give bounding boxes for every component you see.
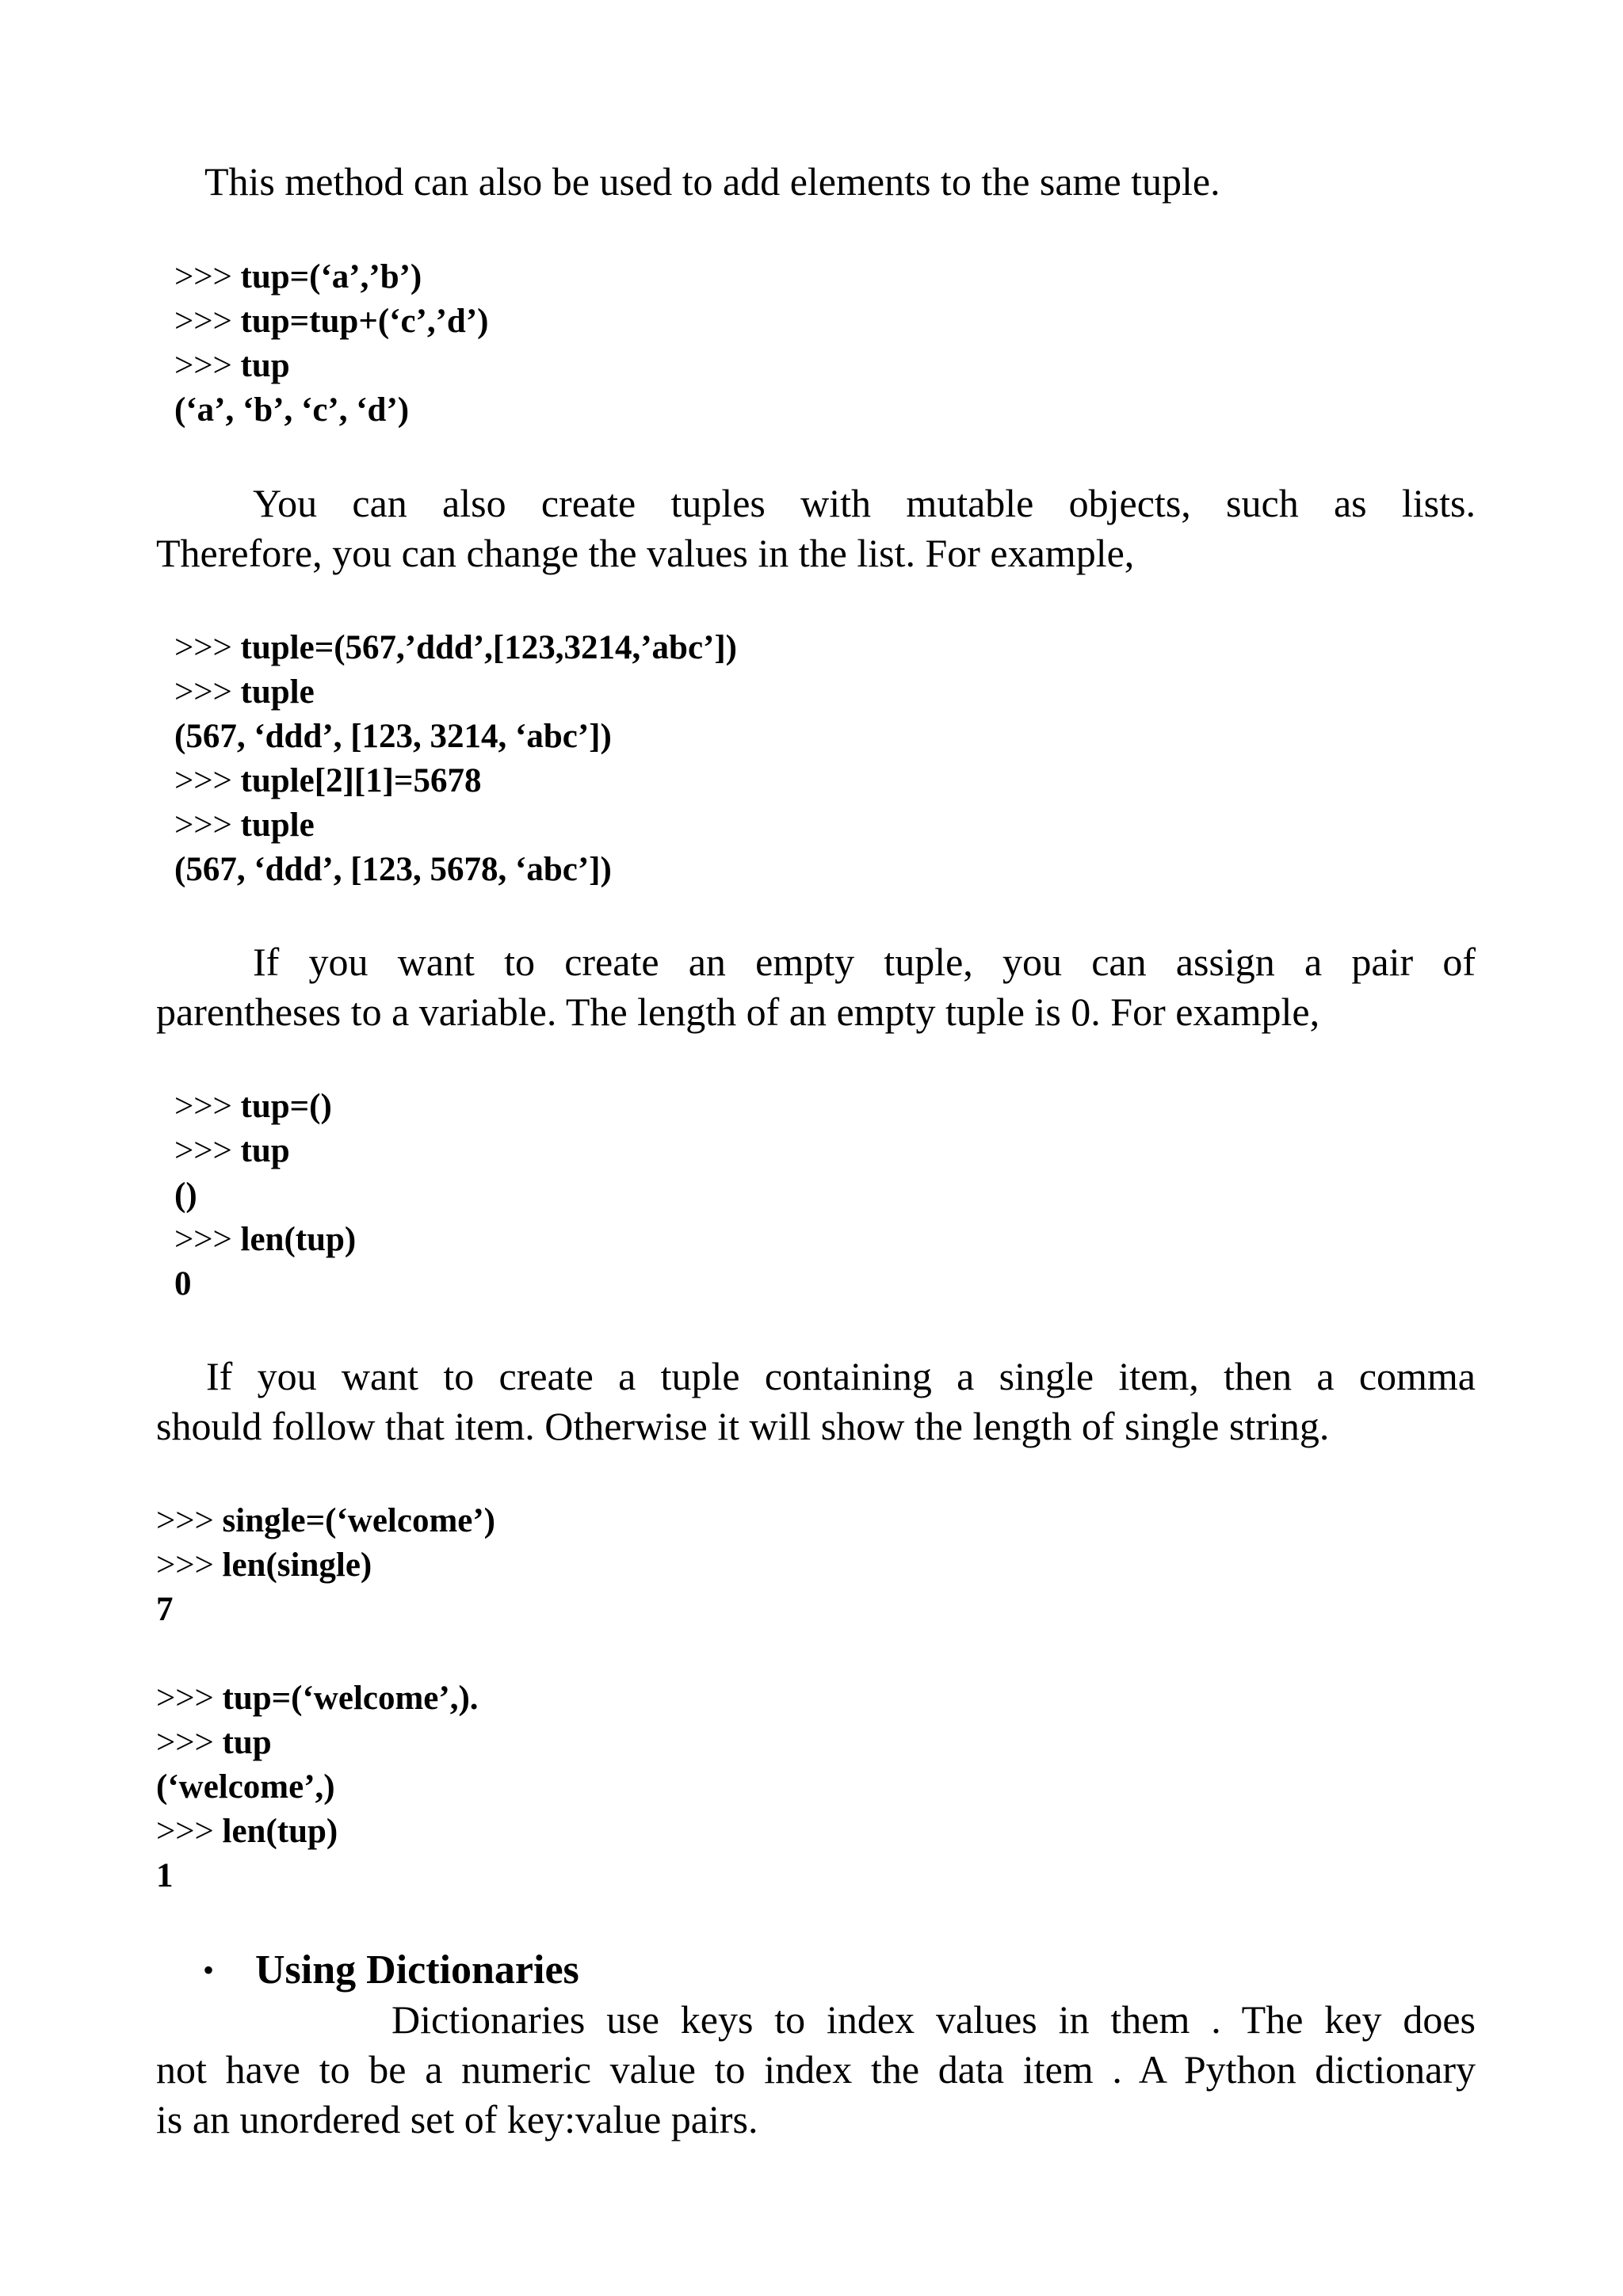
- code-command: tuple: [240, 807, 315, 844]
- paragraph-line: should follow that item. Otherwise it will show the length of single string.: [156, 1404, 1330, 1448]
- code-output: 1: [156, 1857, 174, 1894]
- code-prompt: >>>: [156, 1724, 223, 1761]
- paragraph-line-text: Dictionaries use keys to index values in them . The key does: [391, 1997, 1476, 2042]
- code-line: [174, 1085, 356, 1129]
- paragraph-line-text: If you want to create a tuple containing a single item, then a comma: [206, 1354, 1476, 1398]
- code-output: (567, ‘ddd’, [123, 5678, ‘abc’]): [174, 851, 612, 888]
- code-line: [174, 299, 488, 344]
- paragraph-line: [156, 937, 1476, 987]
- code-command: single=(‘welcome’): [222, 1502, 495, 1539]
- paragraph-tuple-add: [204, 157, 1472, 207]
- bullet-heading: [203, 1945, 579, 1995]
- code-line: [174, 388, 488, 433]
- paragraph-line: Therefore, you can change the values in the list. For example,: [156, 531, 1135, 575]
- code-prompt: >>>: [174, 762, 241, 799]
- code-line: [174, 626, 737, 670]
- paragraph-dictionaries: [156, 1995, 1476, 2145]
- code-command: tup=(‘welcome’,).: [222, 1680, 479, 1717]
- code-command: tup=tup+(‘c’,’d’): [240, 303, 489, 340]
- paragraph-line: [156, 1352, 1476, 1402]
- paragraph-line: [156, 1995, 1476, 2045]
- paragraph-single-item: [156, 1352, 1476, 1451]
- code-command: tup: [222, 1724, 272, 1761]
- code-prompt: >>>: [174, 303, 241, 340]
- code-line: [174, 1262, 356, 1306]
- code-prompt: >>>: [156, 1680, 223, 1717]
- code-line: [174, 848, 737, 892]
- code-prompt: >>>: [174, 807, 241, 844]
- code-prompt: >>>: [156, 1502, 223, 1539]
- paragraph-mutable-objects: [156, 479, 1476, 578]
- code-command: tup: [240, 1132, 290, 1169]
- code-line: [156, 1765, 479, 1810]
- code-output: 0: [174, 1265, 192, 1302]
- code-prompt: >>>: [156, 1813, 223, 1850]
- code-prompt: >>>: [174, 673, 241, 711]
- code-command: tuple=(567,’ddd’,[123,3214,’abc’]): [240, 629, 737, 666]
- code-prompt: >>>: [174, 347, 241, 384]
- code-block-empty-tuple: [174, 1085, 356, 1306]
- code-block-tuple-concat: [174, 255, 488, 433]
- code-line: [174, 803, 737, 848]
- paragraph-empty-tuple: [156, 937, 1476, 1037]
- code-line: [156, 1499, 495, 1543]
- code-line: [156, 1854, 479, 1898]
- code-prompt: >>>: [156, 1547, 223, 1584]
- code-line: [156, 1543, 495, 1588]
- code-output: 7: [156, 1591, 174, 1628]
- paragraph-line: This method can also be used to add elements to the same tuple.: [204, 159, 1220, 204]
- paragraph-line-text: If you want to create an empty tuple, you can assign a pair of: [253, 940, 1476, 984]
- code-command: tuple[2][1]=5678: [240, 762, 482, 799]
- code-line: [174, 759, 737, 803]
- code-command: len(single): [222, 1547, 372, 1584]
- code-prompt: >>>: [174, 1221, 241, 1258]
- code-line: [156, 1588, 495, 1632]
- code-command: tup=(): [240, 1088, 332, 1125]
- code-block-tuple-list: [174, 626, 737, 892]
- code-command: tup=(‘a’,’b’): [240, 258, 422, 296]
- paragraph-line: is an unordered set of key:value pairs.: [156, 2097, 758, 2142]
- code-command: tuple: [240, 673, 315, 711]
- code-output: (): [174, 1177, 197, 1214]
- bullet-icon: •: [203, 1952, 215, 1988]
- code-output: (567, ‘ddd’, [123, 3214, ‘abc’]): [174, 718, 612, 755]
- code-line: [174, 670, 737, 715]
- paragraph-line: [156, 479, 1476, 528]
- code-line: [174, 1218, 356, 1262]
- paragraph-line-text: not have to be a numeric value to index the data item . A Python dictionary: [156, 2047, 1476, 2092]
- code-line: [174, 255, 488, 299]
- code-line: [156, 1810, 479, 1854]
- code-line: [174, 1173, 356, 1218]
- code-command: len(tup): [240, 1221, 357, 1258]
- code-prompt: >>>: [174, 1088, 241, 1125]
- code-block-single-tuple: [156, 1676, 479, 1898]
- code-prompt: >>>: [174, 1132, 241, 1169]
- code-line: [174, 715, 737, 759]
- code-command: tup: [240, 347, 290, 384]
- code-command: len(tup): [222, 1813, 338, 1850]
- paragraph-line: parentheses to a variable. The length of an empty tuple is 0. For example,: [156, 990, 1320, 1034]
- code-line: [156, 1676, 479, 1721]
- code-block-single-string: [156, 1499, 495, 1632]
- code-output: (‘welcome’,): [156, 1768, 335, 1806]
- paragraph-line-text: You can also create tuples with mutable objects, such as lists.: [253, 481, 1476, 525]
- code-line: [156, 1721, 479, 1765]
- paragraph-line: [156, 2045, 1476, 2095]
- code-line: [174, 1129, 356, 1173]
- section-heading: Using Dictionaries: [255, 1947, 579, 1993]
- code-prompt: >>>: [174, 258, 241, 296]
- code-output: (‘a’, ‘b’, ‘c’, ‘d’): [174, 391, 410, 429]
- code-prompt: >>>: [174, 629, 241, 666]
- code-line: [174, 344, 488, 388]
